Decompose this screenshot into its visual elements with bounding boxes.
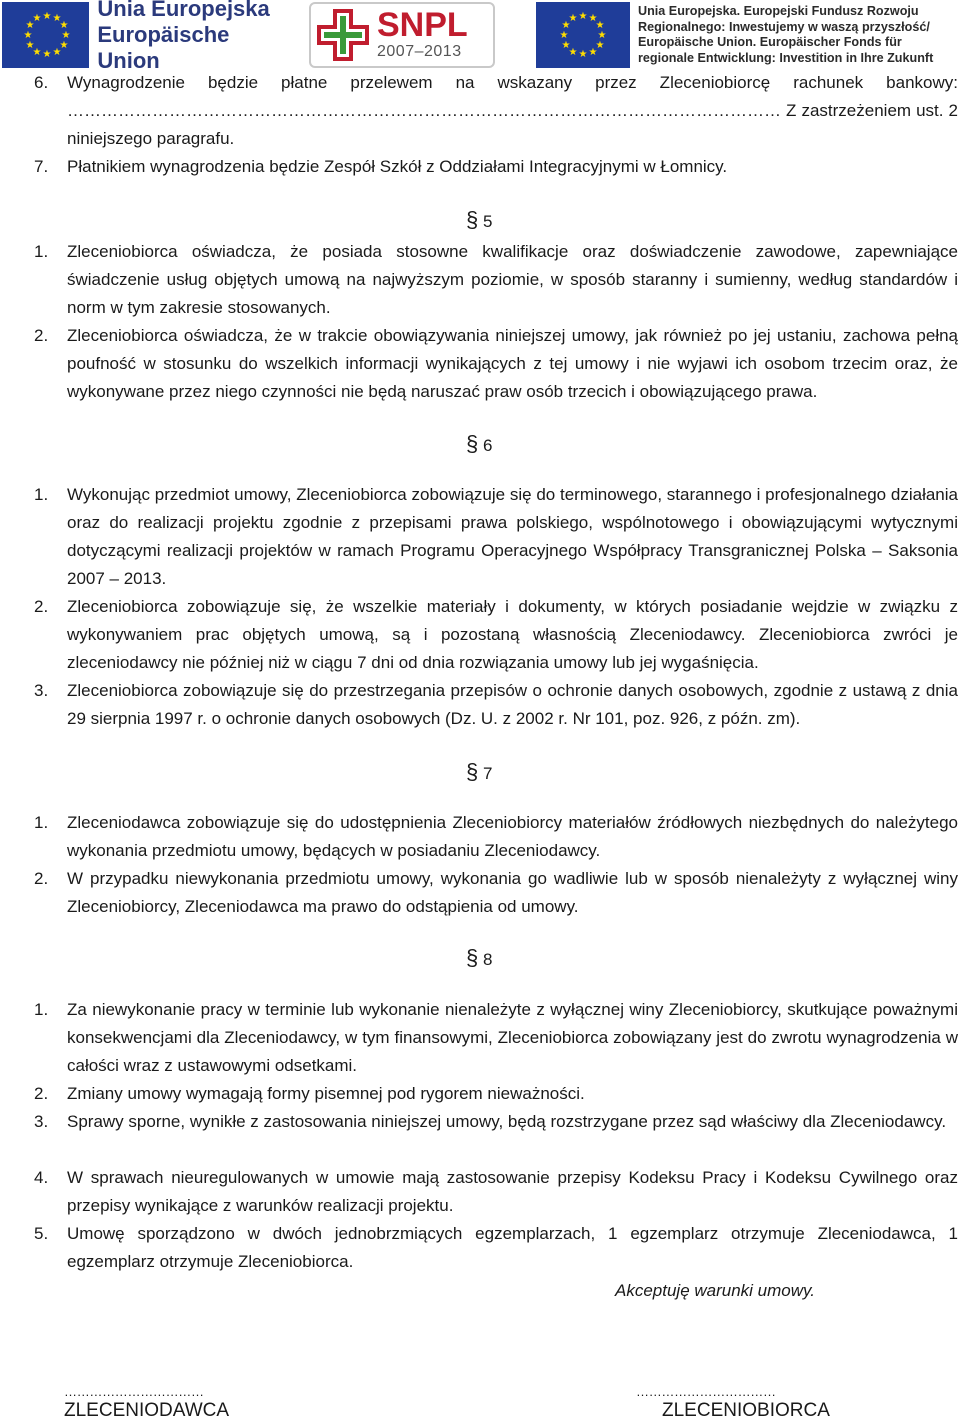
signature-line-right: …………………………… <box>636 1384 776 1399</box>
item-text: Zleceniobiorca oświadcza, że w trakcie obowiązywania niniejszej umowy, jak również po jej ustaniu, zachowa pełną poufność w stosunku do wszelkich informacji wynikających z tej umowy i nie wyjawi ich osobom trzecim oraz, że wykonywane przez niego czynności nie będą naruszać praw osób trzecich i obowiązującego prawa. <box>67 326 958 401</box>
svg-text:★: ★ <box>25 40 35 51</box>
svg-text:★: ★ <box>42 11 52 22</box>
svg-text:★: ★ <box>32 13 42 24</box>
section-number: 8 <box>482 950 493 969</box>
section-symbol: § <box>466 945 479 970</box>
item-text: Wynagrodzenie będzie płatne przelewem na wskazany przez Zleceniobiorcę rachunek bankowy: ……………………………………………………………………………………………………………… Z zastrzeżeniem ust. 2 niniejszego paragrafu. <box>67 73 958 148</box>
eu-stars-icon <box>2 2 92 68</box>
svg-text:★: ★ <box>23 30 33 41</box>
item-text: Zleceniobiorca zobowiązuje się do przestrzegania przepisów o ochronie danych osobowych, zgodnie z ustawą z dnia 29 sierpnia 1997 r. o ochronie danych osobowych (Dz. U. z 2002 r. Nr 101, poz. 926, z późn. zm). <box>67 681 958 728</box>
fund-logo-line1: Unia Europejska. Europejski Fundusz Rozwoju <box>638 4 919 18</box>
section-heading <box>466 430 492 460</box>
snpl-cross-icon <box>315 7 371 63</box>
item-number: 3. <box>34 681 49 700</box>
fund-logo-line2: Regionalnego: Inwestujemy w waszą przyszłość/ <box>638 19 930 34</box>
item-number: 2. <box>34 326 49 345</box>
eu-logo-line2: Europäische Union <box>97 22 230 73</box>
item-number: 6. <box>34 73 49 92</box>
eu-flag-icon <box>536 2 630 68</box>
svg-text:★: ★ <box>588 13 598 24</box>
section-number: 6 <box>482 436 493 455</box>
svg-text:★: ★ <box>597 30 607 41</box>
item-number: 4. <box>34 1168 49 1187</box>
item-text: Zleceniodawca zobowiązuje się do udostępnienia Zleceniobiorcy materiałów źródłowych niezbędnych do należytego wykonania przedmiotu umowy, będących w posiadaniu Zleceniodawcy. <box>67 813 958 860</box>
item-text: W przypadku niewykonania przedmiotu umowy, wykonania go wadliwie lub w sposób nienależyty z wyłącznej winy Zleceniobiorcy, Zleceniodawca ma prawo do odstąpienia od umowy. <box>67 869 958 916</box>
item-text: Płatnikiem wynagrodzenia będzie Zespół Szkół z Oddziałami Integracyjnymi w Łomnicy. <box>67 157 728 176</box>
snpl-title: SNPL <box>377 6 468 44</box>
eu-logo-line1: Unia Europejska <box>97 0 270 21</box>
svg-text:★: ★ <box>561 20 571 31</box>
svg-text:★: ★ <box>578 49 588 60</box>
section-heading <box>466 944 492 974</box>
snpl-logo <box>309 2 495 68</box>
svg-text:★: ★ <box>59 40 69 51</box>
eu-flag-icon <box>2 2 89 68</box>
fund-logo <box>536 2 960 68</box>
section-symbol: § <box>466 431 479 456</box>
svg-text:★: ★ <box>52 47 62 58</box>
item-number: 1. <box>34 1000 49 1019</box>
svg-text:★: ★ <box>568 13 578 24</box>
item-number: 2. <box>34 1084 49 1103</box>
signature-label-left: ZLECENIODAWCA <box>64 1400 230 1421</box>
item-text: Zleceniobiorca zobowiązuje się, że wszelkie materiały i dokumenty, w których posiadanie wejdzie w związku z wykonywaniem prac objętych umową, są i pozostaną własnością Zleceniodawcy. Zleceniobiorca zwróci je zleceniodawcy nie później niż w ciągu 7 dni od dnia rozwiązania umowy lub jej wygaśnięcia. <box>67 597 958 672</box>
item-text: W sprawach nieuregulowanych w umowie mają zastosowanie przepisy Kodeksu Pracy i Kodeksu Cywilnego oraz przepisy wynikające z warunków realizacji projektu. <box>67 1168 958 1215</box>
svg-text:★: ★ <box>52 13 62 24</box>
snpl-years: 2007–2013 <box>377 43 462 60</box>
svg-text:★: ★ <box>42 49 52 60</box>
item-text: Za niewykonanie pracy w terminie lub wykonanie nienależyte z wyłącznej winy Zleceniobiorcy, skutkujące poważnymi konsekwencjami dla Zleceniodawcy, w tym finansowymi, Zleceniobiorca zobowiązany jest do zwrotu wynagrodzenia w całości wraz z ustawowymi odsetkami. <box>67 1000 958 1075</box>
signature-label-right: ZLECENIOBIORCA <box>662 1400 830 1421</box>
svg-text:★: ★ <box>59 20 69 31</box>
svg-text:★: ★ <box>559 30 569 41</box>
section-number: 5 <box>482 212 493 231</box>
svg-text:★: ★ <box>595 20 605 31</box>
svg-text:★: ★ <box>595 40 605 51</box>
section-symbol: § <box>466 207 479 232</box>
item-number: 5. <box>34 1224 49 1243</box>
item-text: Sprawy sporne, wynikłe z zastosowania niniejszej umowy, będą rozstrzygane przez sąd właściwy dla Zleceniodawcy. <box>67 1112 947 1131</box>
item-number: 7. <box>34 157 49 176</box>
item-number: 1. <box>34 485 49 504</box>
svg-text:★: ★ <box>568 47 578 58</box>
svg-text:★: ★ <box>61 30 71 41</box>
item-number: 1. <box>34 813 49 832</box>
item-number: 2. <box>34 869 49 888</box>
acceptance-note: Akceptuję warunki umowy. <box>615 1281 815 1300</box>
svg-text:★: ★ <box>561 40 571 51</box>
item-text: Zleceniobiorca oświadcza, że posiada stosowne kwalifikacje oraz doświadczenie zawodowe, zapewniające świadczenie usług objętych umową na najwyższym poziomie, w sposób staranny i sumienny, według standardów i norm w tym zakresie stosowanych. <box>67 242 958 317</box>
eu-stars-icon <box>536 2 630 68</box>
section-symbol: § <box>466 759 479 784</box>
item-text: Wykonując przedmiot umowy, Zleceniobiorca zobowiązuje się do terminowego, starannego i profesjonalnego działania oraz do realizacji projektu zgodnie z przepisami prawa polskiego, wspólnotowego i obowiązującymi wytycznymi dotyczącymi realizacji projektów w ramach Programu Operacyjnego Współpracy Transgranicznej Polska – Saksonia 2007 – 2013. <box>67 485 958 588</box>
fund-logo-line4: regionale Entwicklung: Investition in Ihre Zukunft <box>638 50 934 65</box>
fund-logo-line3: Europäische Union. Europäischer Fonds für <box>638 35 902 49</box>
item-number: 1. <box>34 242 49 261</box>
header-logos <box>0 0 960 73</box>
signature-line-left: …………………………… <box>64 1384 204 1399</box>
svg-text:★: ★ <box>32 47 42 58</box>
svg-text:★: ★ <box>588 47 598 58</box>
item-number: 2. <box>34 597 49 616</box>
svg-text:★: ★ <box>578 11 588 22</box>
item-text: Umowę sporządzono w dwóch jednobrzmiących egzemplarzach, 1 egzemplarz otrzymuje Zleceniodawca, 1 egzemplarz otrzymuje Zleceniobiorca. <box>67 1224 958 1271</box>
svg-text:★: ★ <box>25 20 35 31</box>
item-number: 3. <box>34 1112 49 1131</box>
eu-logo <box>2 0 292 73</box>
section-number: 7 <box>482 764 493 783</box>
section-heading <box>466 206 492 236</box>
section-heading <box>466 758 492 788</box>
item-text: Zmiany umowy wymagają formy pisemnej pod rygorem nieważności. <box>67 1084 585 1103</box>
